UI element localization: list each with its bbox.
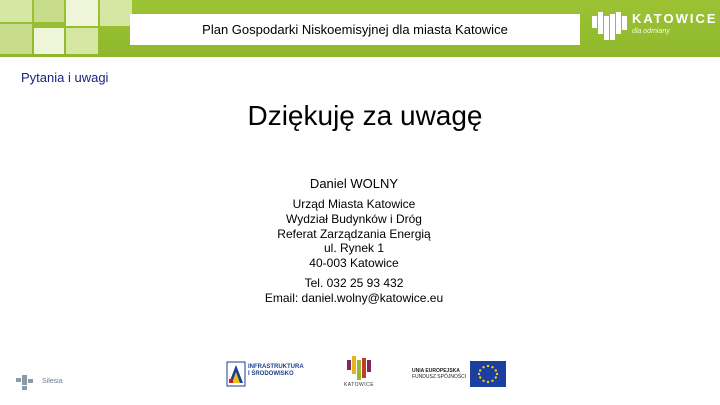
katowice-heart-icon bbox=[590, 10, 630, 46]
decor-square bbox=[66, 0, 98, 26]
decor-square bbox=[34, 28, 64, 54]
infrastruktura-logo-line2: I ŚRODOWISKO bbox=[248, 371, 294, 377]
decor-square bbox=[0, 0, 32, 22]
eu-flag-icon bbox=[470, 361, 506, 387]
eu-logo-line2: FUNDUSZ SPÓJNOŚCI bbox=[412, 374, 467, 380]
contact-address-line: Urząd Miasta Katowice bbox=[292, 197, 416, 211]
katowice-footer-logo-text: KATOWICE bbox=[343, 382, 375, 388]
header-title: Plan Gospodarki Niskoemisyjnej dla miasta Katowice bbox=[202, 22, 508, 37]
decor-square bbox=[100, 0, 132, 26]
decor-square bbox=[0, 24, 32, 54]
katowice-logo-text: KATOWICE bbox=[632, 11, 718, 26]
infrastruktura-logo bbox=[226, 360, 306, 388]
contact-address-line: Referat Zarządzania Energią bbox=[277, 227, 431, 241]
contact-address-line: ul. Rynek 1 bbox=[323, 241, 385, 255]
decor-square bbox=[66, 28, 98, 54]
section-label: Pytania i uwagi bbox=[21, 70, 109, 85]
katowice-footer-heart-icon bbox=[342, 354, 376, 382]
thank-you-title: Dziękuję za uwagę bbox=[247, 100, 483, 131]
eu-logo bbox=[412, 361, 506, 387]
infrastruktura-flag-icon bbox=[226, 361, 246, 387]
contact-email: Email: daniel.wolny@katowice.eu bbox=[264, 291, 444, 305]
infrastruktura-logo-line1: INFRASTRUKTURA bbox=[248, 364, 304, 370]
contact-phone: Tel. 032 25 93 432 bbox=[304, 276, 404, 290]
silesia-logo bbox=[14, 372, 66, 392]
contact-address-line: Wydział Budynków i Dróg bbox=[286, 212, 422, 226]
header-bar bbox=[0, 0, 720, 57]
decor-square bbox=[34, 0, 64, 22]
katowice-footer-logo bbox=[342, 354, 376, 394]
eu-logo-line1: UNIA EUROPEJSKA bbox=[412, 368, 460, 374]
silesia-logo-text: Silesia bbox=[42, 378, 63, 385]
katowice-logo-tagline: dla odmiany bbox=[632, 28, 670, 35]
contact-name: Daniel WOLNY bbox=[309, 176, 399, 191]
contact-address-line: 40-003 Katowice bbox=[309, 256, 399, 270]
